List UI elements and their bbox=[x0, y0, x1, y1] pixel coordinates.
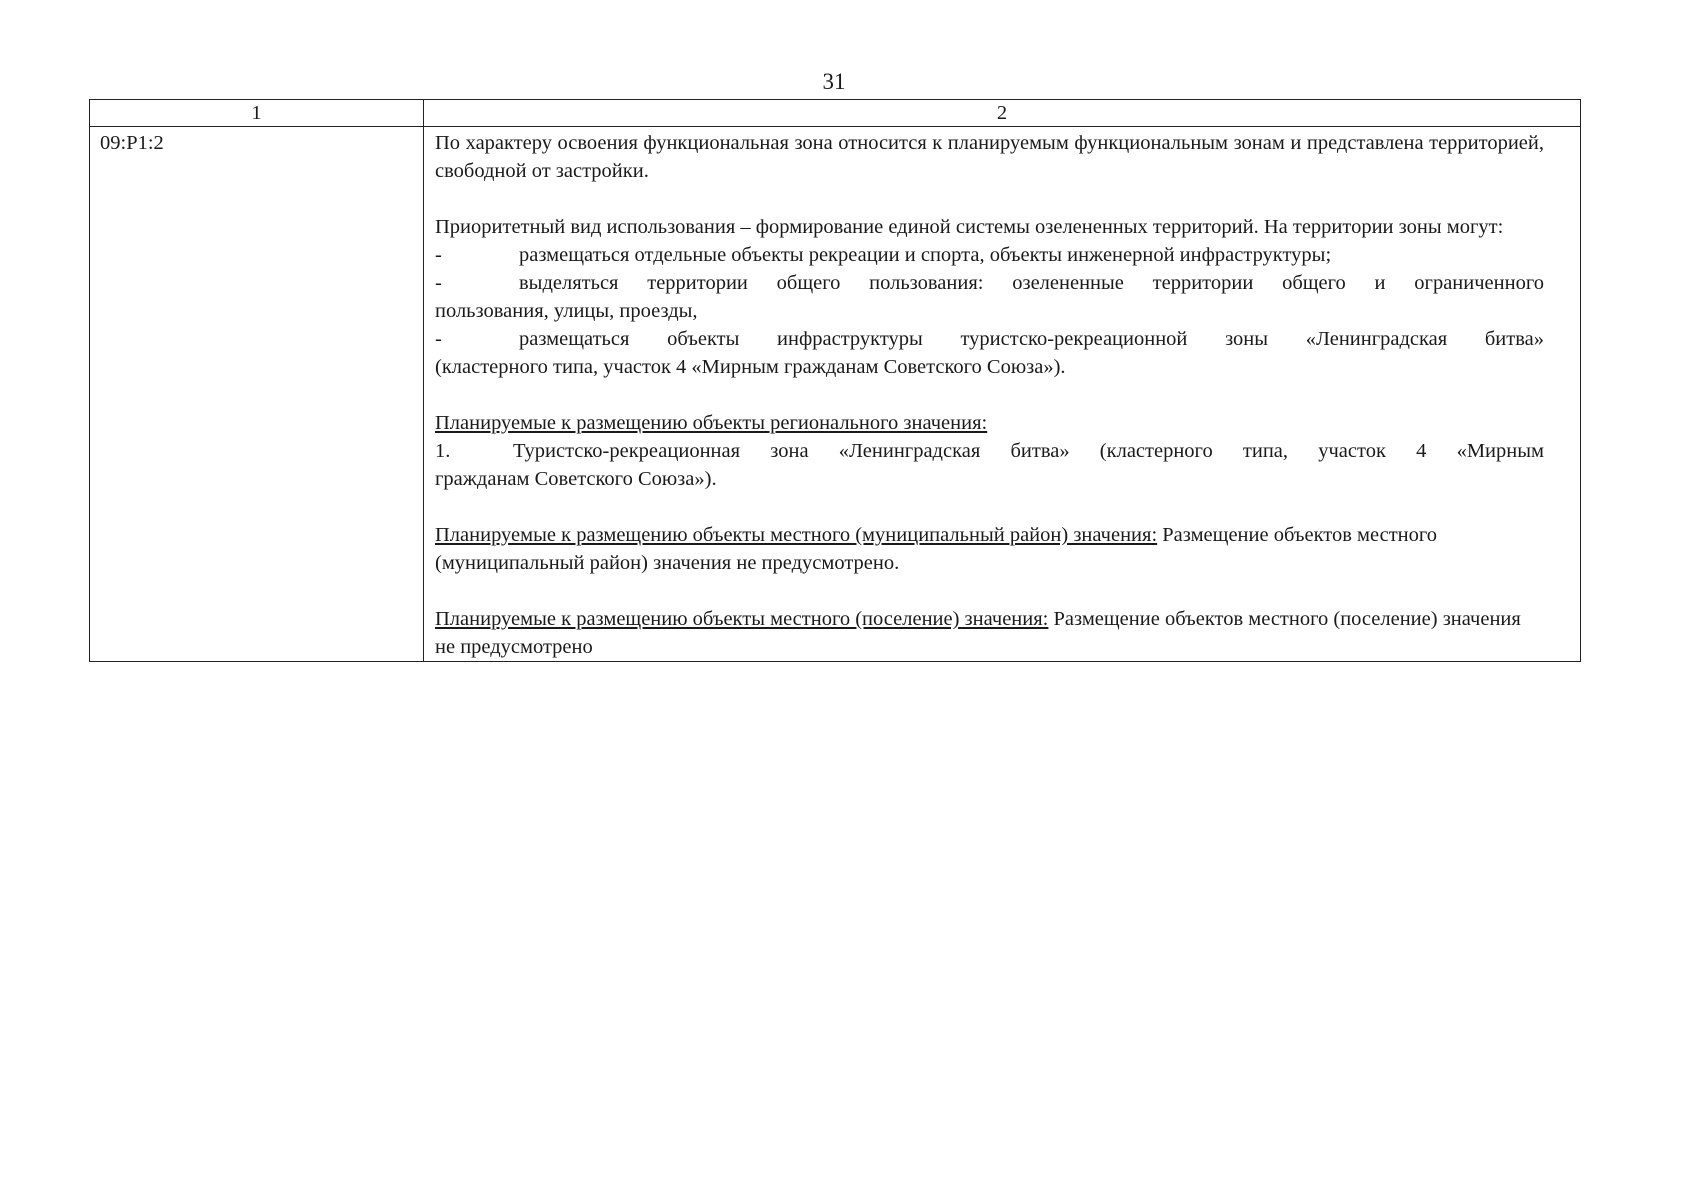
zone-code: 09:Р1:2 bbox=[100, 132, 164, 154]
bullet-text-continued: пользования, улицы, проезды, bbox=[435, 300, 698, 322]
bullet-marker: - bbox=[435, 244, 442, 266]
settlement-text: Размещение объектов местного (поселение) значения не предусмотрено bbox=[435, 608, 1521, 658]
intro-paragraph: По характеру освоения функциональная зона относится к планируемым функциональным зонам и представлена территорией, свободной от застройки. bbox=[435, 132, 1544, 182]
list-item bbox=[435, 325, 1544, 353]
table-header-row bbox=[90, 100, 1581, 127]
settlement-heading: Планируемые к размещению объекты местного (поселение) значения: bbox=[435, 608, 1049, 630]
bullet-text: размещаться отдельные объекты рекреации и спорта, объекты инженерной инфраструктуры; bbox=[519, 244, 1332, 266]
municipal-heading: Планируемые к размещению объекты местного (муниципальный район) значения: bbox=[435, 524, 1158, 546]
table-row bbox=[90, 127, 1581, 662]
item-text-continued: гражданам Советского Союза»). bbox=[435, 468, 717, 490]
item-number: 1. bbox=[435, 440, 451, 462]
column-header-2: 2 bbox=[424, 100, 1581, 127]
zone-description-cell bbox=[424, 127, 1581, 662]
bullet-text: выделяться территории общего пользования: озелененные территории общего и ограниченного bbox=[519, 272, 1544, 294]
priority-paragraph: Приоритетный вид использования – формирование единой системы озелененных территорий. На территории зоны могут: bbox=[435, 216, 1504, 238]
page-number: 31 bbox=[822, 69, 846, 94]
zone-code-cell bbox=[90, 127, 424, 662]
bullet-marker: - bbox=[435, 328, 442, 350]
bullet-text: размещаться объекты инфраструктуры туристско-рекреационной зоны «Ленинградская битва» bbox=[519, 328, 1544, 350]
regional-heading: Планируемые к размещению объекты регионального значения: bbox=[435, 412, 988, 434]
list-item bbox=[435, 241, 1544, 269]
bullet-marker: - bbox=[435, 272, 442, 294]
bullet-text-continued: (кластерного типа, участок 4 «Мирным гражданам Советского Союза»). bbox=[435, 356, 1066, 378]
list-item bbox=[435, 269, 1544, 297]
settlement-paragraph bbox=[435, 605, 1544, 661]
municipal-paragraph bbox=[435, 521, 1544, 577]
zone-table bbox=[89, 99, 1581, 662]
column-header-1: 1 bbox=[90, 100, 424, 127]
list-item bbox=[435, 437, 1544, 465]
municipal-text: Размещение объектов местного (муниципальный район) значения не предусмотрено. bbox=[435, 524, 1438, 574]
item-text: Туристско-рекреационная зона «Ленинградская битва» (кластерного типа, участок 4 «Мирным bbox=[513, 440, 1544, 462]
